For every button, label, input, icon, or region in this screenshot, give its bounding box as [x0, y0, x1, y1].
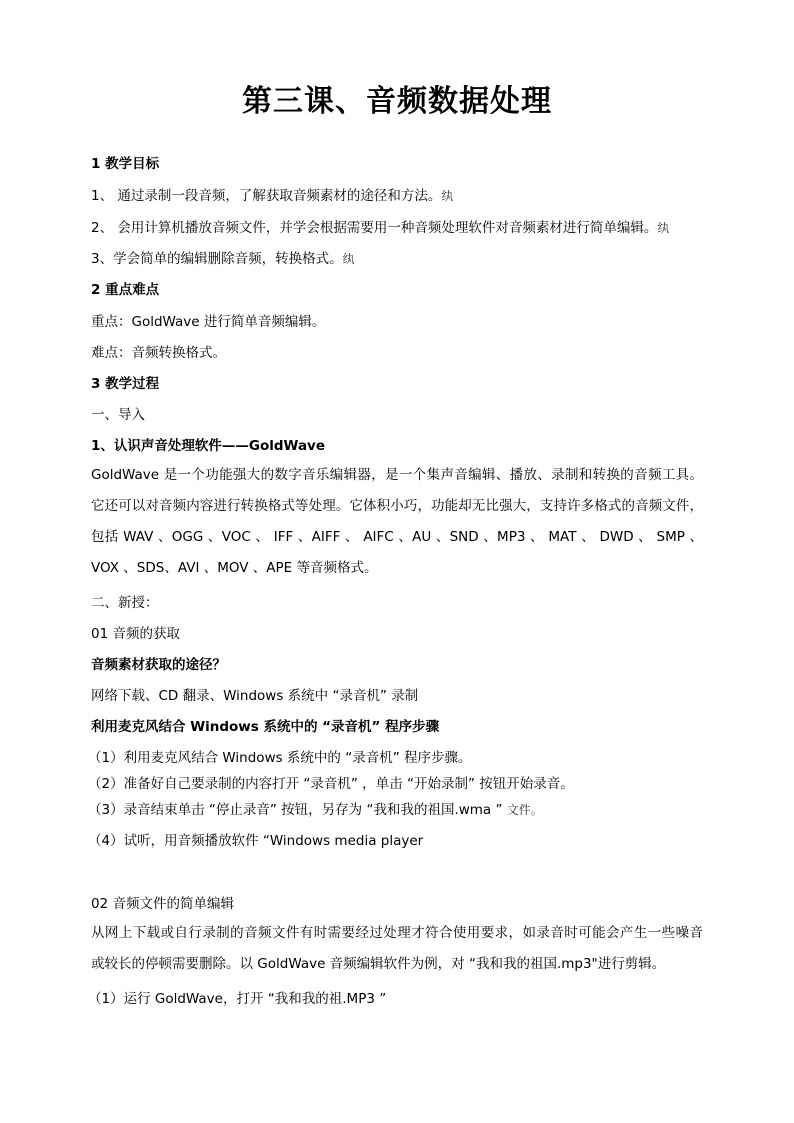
edit-line-2: 或较长的停顿需要删除。以 GoldWave 音频编辑软件为例，对 “我和我的祖国.mp3"进行剪辑。 [91, 956, 666, 972]
new-lesson-heading: 二、新授： [91, 595, 159, 611]
intro-heading: 一、导入 [91, 407, 145, 423]
part-01-heading: 01 音频的获取 [91, 626, 180, 642]
objective-item-3 [91, 250, 355, 268]
edit-paragraph [91, 918, 703, 980]
audio-source-question: 音频素材获取的途径？ [91, 657, 226, 673]
recording-steps-heading: 利用麦克风结合 Windows 系统中的 “录音机” 程序步骤 [91, 719, 440, 735]
page-title: 第三课、音频数据处理 [242, 84, 552, 119]
difficult-point: 难点：音频转换格式。 [91, 345, 226, 361]
key-point: 重点：GoldWave 进行简单音频编辑。 [91, 314, 326, 330]
objective-mark-1: 纨 [441, 189, 454, 203]
recording-step-3-text: （3）录音结束单击 “停止录音” 按钮，另存为 “我和我的祖国.wma ” [88, 802, 503, 818]
section-heading-process: 3 教学过程 [91, 376, 160, 392]
goldwave-subheading: 1、认识声音处理软件——GoldWave [91, 438, 326, 454]
run-goldwave-step: （1）运行 GoldWave，打开 “我和我的祖.MP3 ” [88, 991, 387, 1007]
recording-step-2: （2）准备好自己要录制的内容打开 “录音机” ，单击 “开始录制” 按钮开始录音。 [88, 776, 574, 792]
goldwave-line-3: 包括 WAV 、OGG 、VOC 、 IFF 、AIFF 、 AIFC 、AU 、SND 、MP3 、 MAT 、 DWD 、 SMP 、 [91, 529, 703, 545]
goldwave-line-2: 它还可以对音频内容进行转换格式等处理。它体积小巧，功能却无比强大，支持许多格式的音频文件， [91, 498, 703, 514]
goldwave-paragraph [91, 460, 703, 584]
objective-mark-2: 纨 [657, 221, 670, 235]
section-heading-objectives: 1 教学目标 [91, 156, 160, 172]
recording-step-3-tail: 文件。 [506, 803, 543, 817]
objective-item-1 [91, 187, 453, 205]
audio-source-ways: 网络下载、CD 翻录、Windows 系统中 “录音机” 录制 [91, 688, 419, 704]
section-heading-keypoints: 2 重点难点 [91, 282, 160, 298]
recording-step-4: （4）试听，用音频播放软件 “Windows media player [88, 833, 424, 849]
objective-text-2: 2、 会用计算机播放音频文件，并学会根据需要用一种音频处理软件对音频素材进行简单编辑。 [91, 220, 658, 236]
objective-item-2 [91, 219, 669, 237]
goldwave-line-1: GoldWave 是一个功能强大的数字音乐编辑器，是一个集声音编辑、播放、录制和转换的音频工具。 [91, 467, 703, 483]
objective-text-1: 1、 通过录制一段音频，了解获取音频素材的途径和方法。 [91, 188, 442, 204]
recording-step-1: （1）利用麦克风结合 Windows 系统中的 “录音机” 程序步骤。 [88, 750, 472, 766]
objective-text-3: 3、学会简单的编辑删除音频，转换格式。 [91, 251, 343, 267]
part-02-heading: 02 音频文件的简单编辑 [91, 896, 234, 912]
objective-mark-3: 纨 [342, 252, 355, 266]
edit-line-1: 从网上下载或自行录制的音频文件有时需要经过处理才符合使用要求，如录音时可能会产生一些噪音 [91, 925, 703, 941]
goldwave-line-4: VOX 、SDS、AVI 、MOV 、APE 等音频格式。 [91, 560, 378, 576]
recording-step-3 [88, 801, 543, 819]
